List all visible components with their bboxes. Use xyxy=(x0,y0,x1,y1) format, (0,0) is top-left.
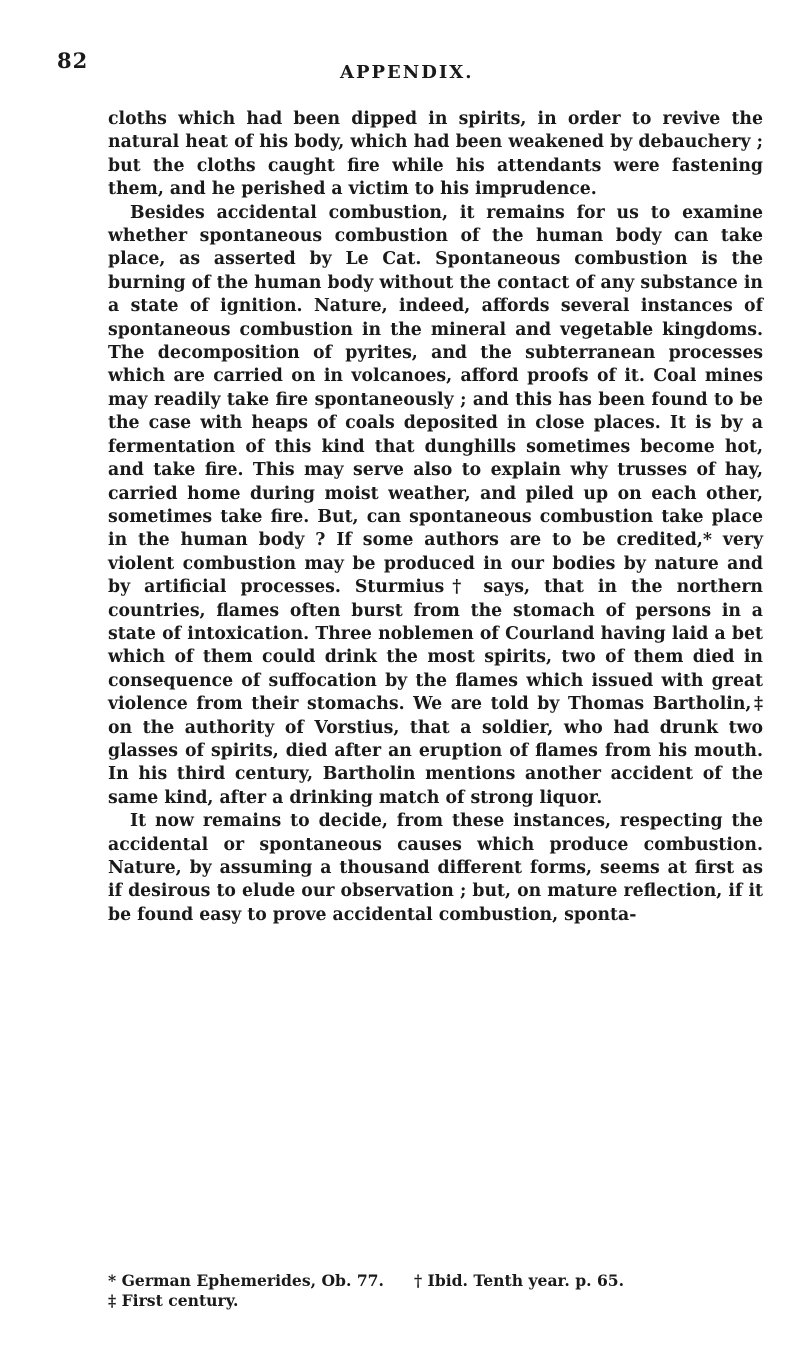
paragraph-conclusion: It now remains to decide, from these instances, respecting the accidental or spontaneous causes which produce combustion. Nature, by assuming a thousand different forms, seems at first as if desirous to elude our observation ; but, on mature reflection, if it be found easy to prove accidental combustion, sponta- xyxy=(108,811,763,925)
paragraph-continuation: cloths which had been dipped in spirits, in order to revive the natural heat of his body, which had been weakened by debauchery ; but the cloths caught fire while his attendants were fastening them, and he perished a victim to his imprudence. xyxy=(108,109,763,200)
paragraph-spontaneous-combustion: Besides accidental combustion, it remains for us to examine whether spontaneous combustion of the human body can take place, as asserted by Le Cat. Spontaneous combustion is the burning of the human body without the contact of any substance in a state of ignition. Nature, indeed, affords several instances of spontaneous combustion in the mineral and vegetable kingdoms. The decomposition of pyrites, and the subterranean processes which are carried on in volcanoes, afford proofs of it. Coal mines may readily take fire spontaneously ; and this has been found to be the case with heaps of coals deposited in close places. It is by a fermentation of this kind that dunghills sometimes become hot, and take fire. This may serve also to explain why trusses of hay, carried home during moist weather, and piled up on each other, sometimes take fire. But, can spontaneous combustion take place in the human body ? If some authors are to be credited,* very violent combustion may be produced in our bodies by nature and by artificial processes. Sturmius† says, that in the northern countries, flames often burst from the stomach of persons in a state of intoxication. Three noblemen of Courland having laid a bet which of them could drink the most spirits, two of them died in consequence of suffocation by the flames which issued with great violence from their stomachs. We are told by Thomas Bartholin,‡ on the authority of Vorstius, that a soldier, who had drunk two glasses of spirits, died after an eruption of flames from his mouth. In his third century, Bartholin mentions another accident of the same kind, after a drinking match of strong liquor. xyxy=(108,202,763,808)
body-text xyxy=(108,108,763,927)
footnote-row xyxy=(108,1271,763,1291)
footnotes xyxy=(108,1271,763,1311)
running-head: APPENDIX. xyxy=(340,62,474,83)
footnote-2: † Ibid. Tenth year. p. 65. xyxy=(413,1271,625,1290)
footnote-1: * German Ephemerides, Ob. 77. xyxy=(108,1271,384,1290)
footnote-3: ‡ First century. xyxy=(108,1291,239,1310)
page-number: 82 xyxy=(57,48,89,73)
